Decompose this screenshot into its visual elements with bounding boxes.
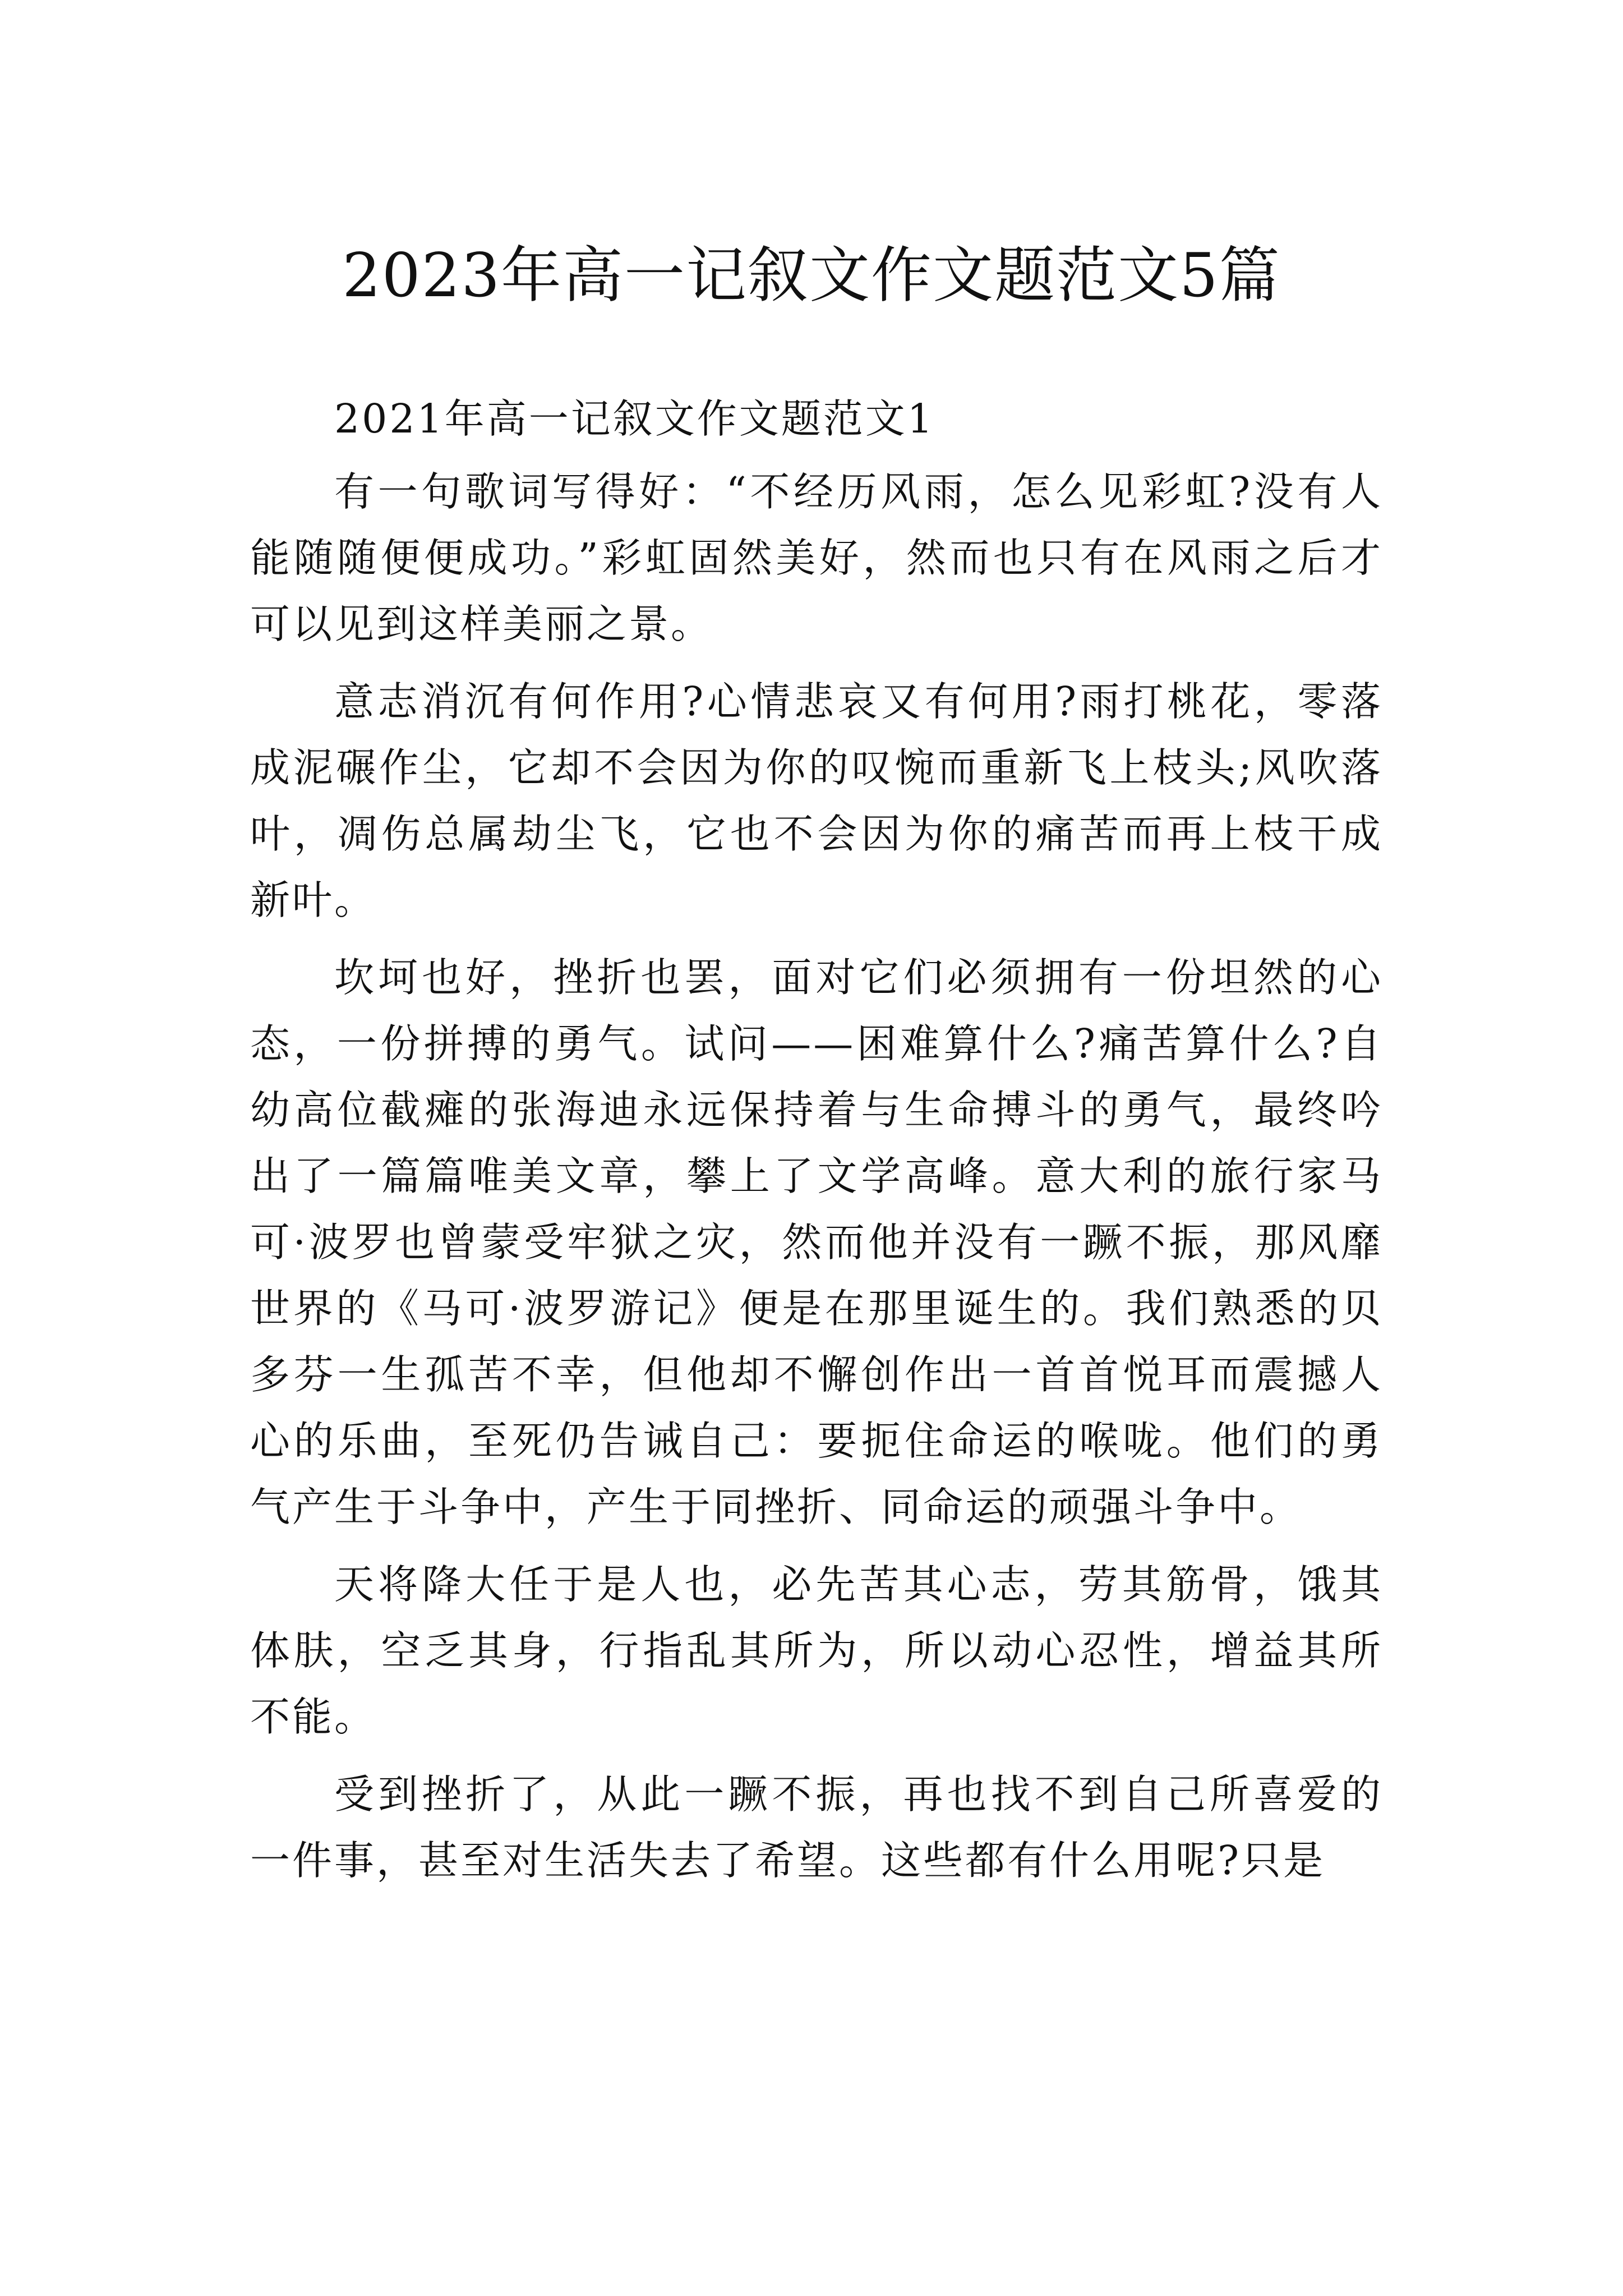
paragraph-2: 意志消沉有何作用?心情悲哀又有何用?雨打桃花，零落成泥碾作尘，它却不会因为你的叹惋而重新飞上枝头;风吹落叶，凋伤总属劫尘飞，它也不会因为你的痛苦而再上枝干成新叶。 [250,678,1383,923]
document-title: 2023年高一记叙文作文题范文5篇 [342,241,1281,311]
section-heading: 2021年高一记叙文作文题范文1 [334,395,935,442]
paragraph-3: 坎坷也好，挫折也罢，面对它们必须拥有一份坦然的心态，一份拼搏的勇气。试问——困难算什么?痛苦算什么?自幼高位截瘫的张海迪永远保持着与生命搏斗的勇气，最终吟出了一篇篇唯美文章，攀上了文学高峰。意大利的旅行家马可·波罗也曾蒙受牢狱之灾，然而他并没有一蹶不振，那风靡世界的《马可·波罗游记》便是在那里诞生的。我们熟悉的贝多芬一生孤苦不幸，但他却不懈创作出一首首悦耳而震撼人心的乐曲，至死仍告诫自己：要扼住命运的喉咙。他们的勇气产生于斗争中，产生于同挫折、同命运的顽强斗争中。 [250,954,1383,1530]
paragraph-4: 天将降大任于是人也，必先苦其心志，劳其筋骨，饿其体肤，空乏其身，行指乱其所为，所以动心忍性，增益其所不能。 [250,1561,1383,1740]
document-body [250,386,1383,1905]
paragraph-5: 受到挫折了，从此一蹶不振，再也找不到自己所喜爱的一件事，甚至对生活失去了希望。这些都有什么用呢?只是 [250,1771,1383,1884]
paragraph-1: 有一句歌词写得好：“不经历风雨，怎么见彩虹?没有人能随随便便成功。”彩虹固然美好，然而也只有在风雨之后才可以见到这样美丽之景。 [250,468,1383,647]
